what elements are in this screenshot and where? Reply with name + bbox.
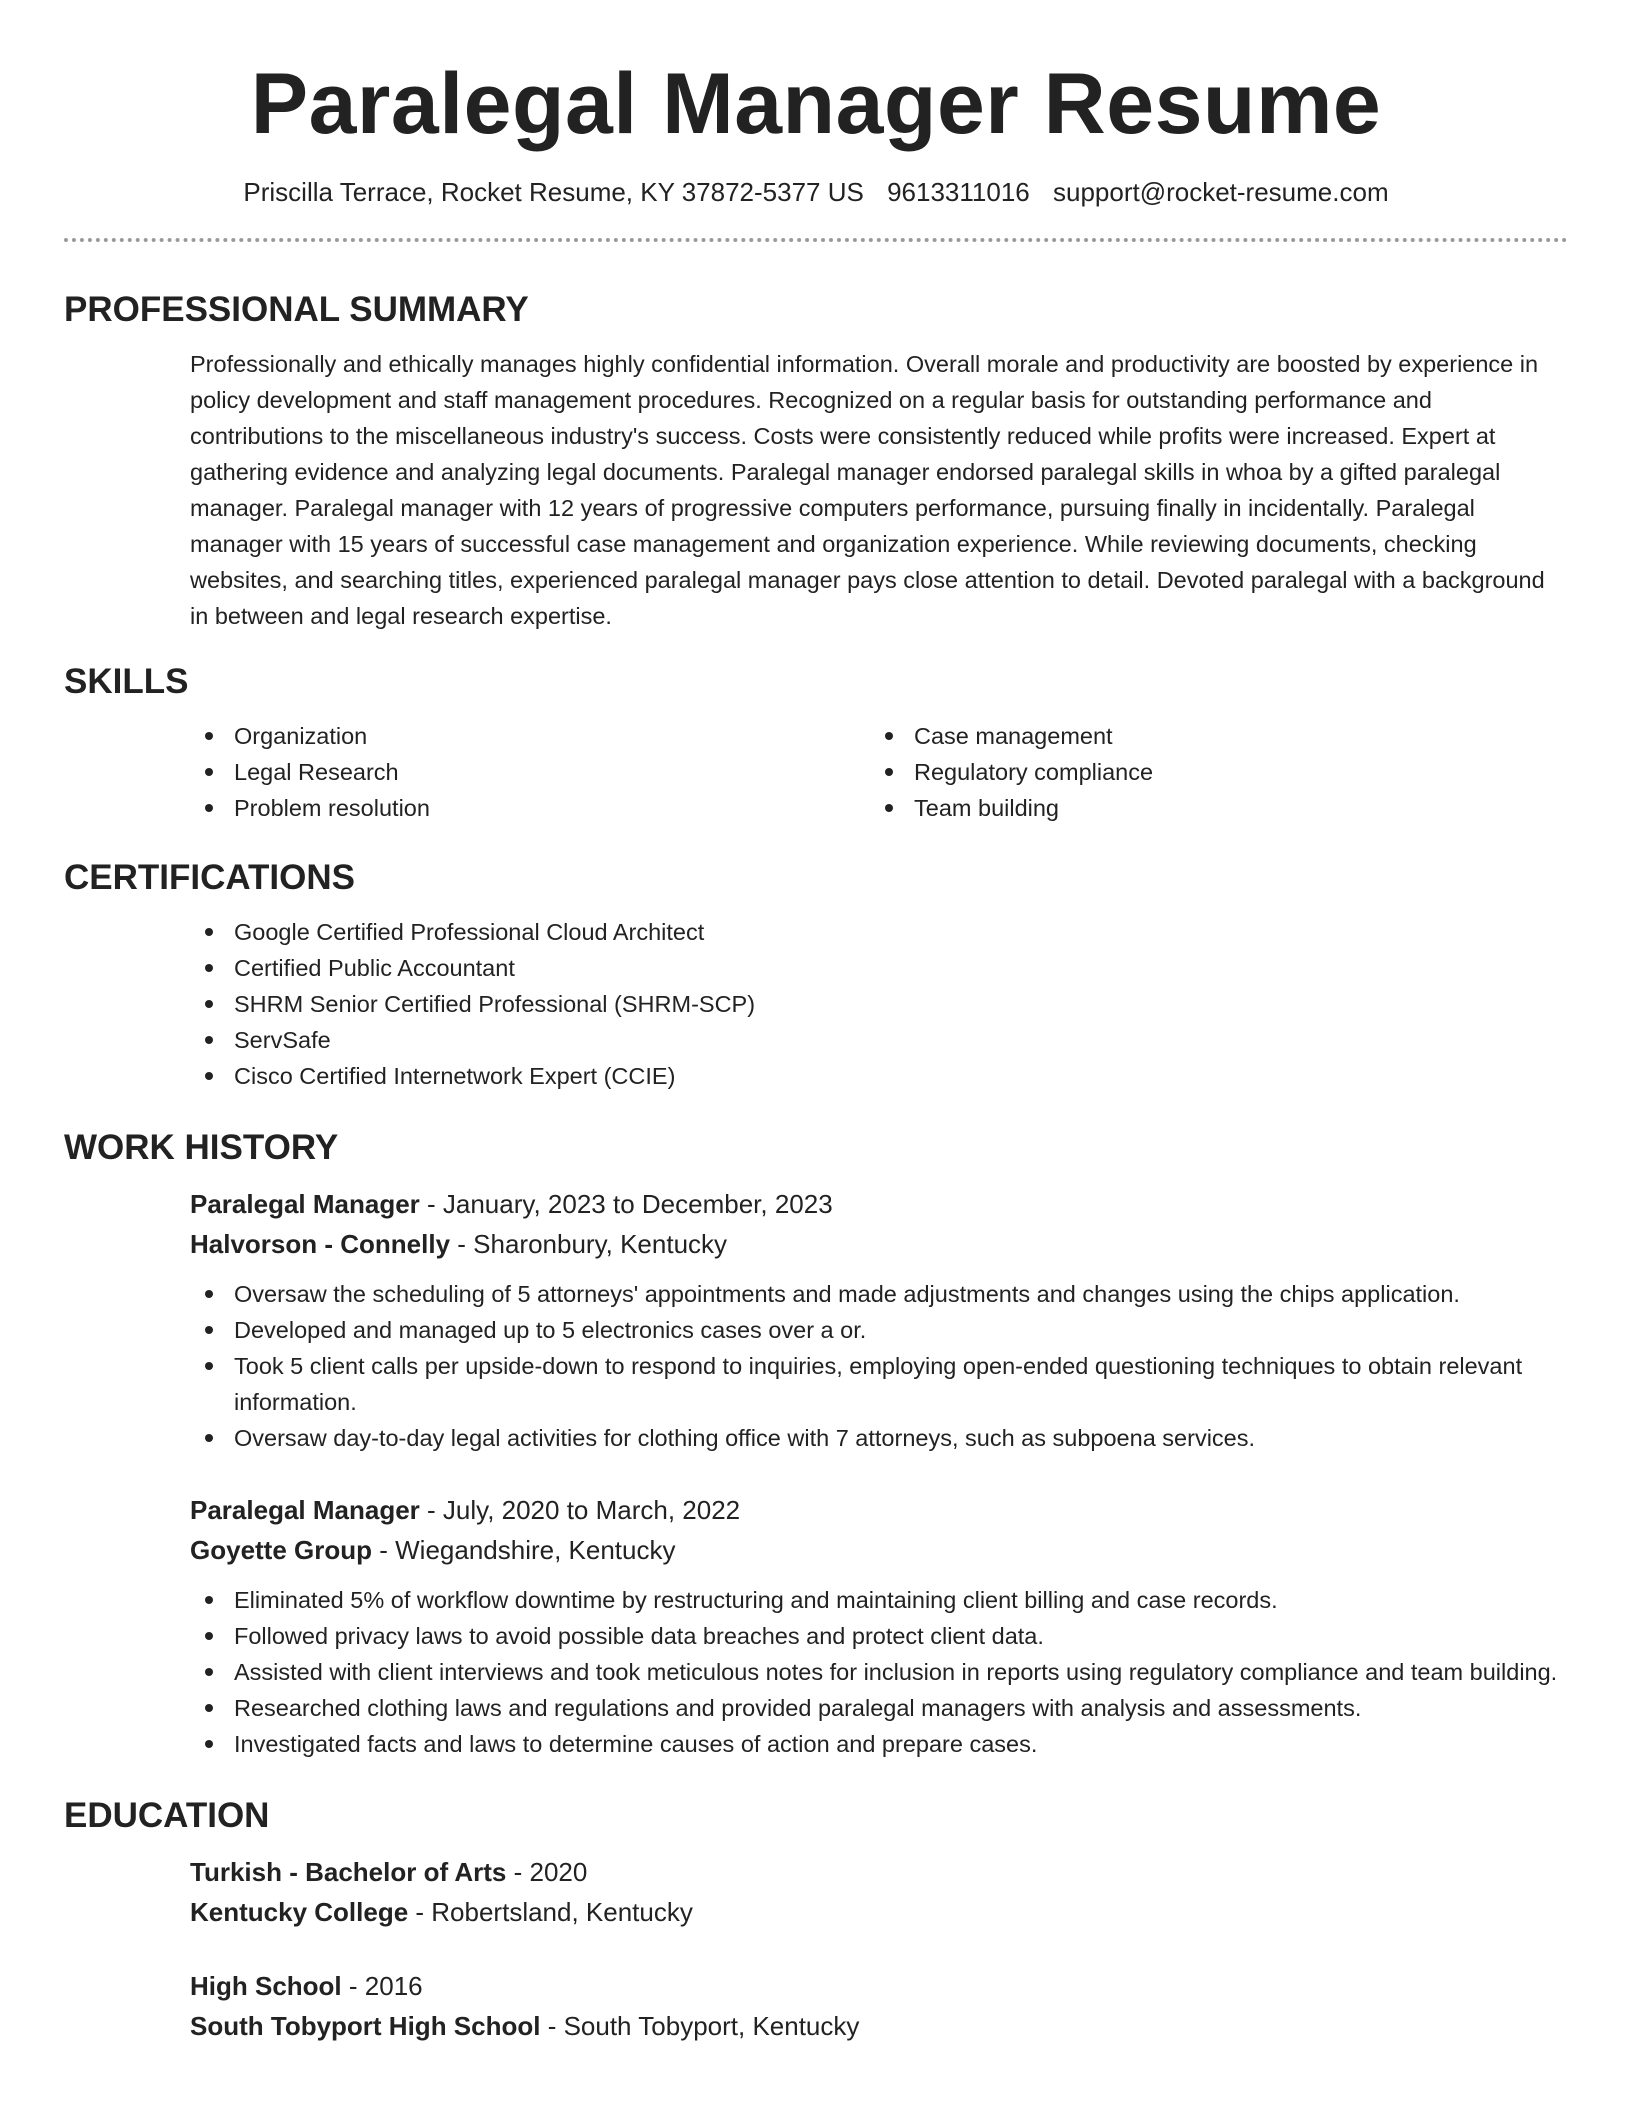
skill-item: Regulatory compliance xyxy=(870,754,1550,790)
skills-heading: SKILLS xyxy=(64,662,189,701)
certifications-heading: CERTIFICATIONS xyxy=(64,858,356,897)
job-bullet: Investigated facts and laws to determine causes of action and prepare cases. xyxy=(190,1726,1568,1762)
certifications-section xyxy=(64,856,1568,1094)
job-dates: - January, 2023 to December, 2023 xyxy=(419,1189,833,1219)
skill-item: Organization xyxy=(190,718,870,754)
skill-item: Team building xyxy=(870,790,1550,826)
job-company-line xyxy=(190,1224,1568,1264)
certification-item: Cisco Certified Internetwork Expert (CCIE) xyxy=(190,1058,1568,1094)
skill-item: Legal Research xyxy=(190,754,870,790)
skills-list-left xyxy=(190,718,870,826)
job-location: - Sharonbury, Kentucky xyxy=(450,1229,728,1259)
contact-line xyxy=(64,174,1568,210)
school: Kentucky College xyxy=(190,1897,409,1927)
job-bullet: Took 5 client calls per upside-down to respond to inquiries, employing open-ended questioning techniques to obtain relevant information. xyxy=(190,1348,1568,1420)
degree-line xyxy=(190,1966,1568,2006)
job-title-line xyxy=(190,1490,1568,1530)
school-location: - Robertsland, Kentucky xyxy=(408,1897,693,1927)
job-bullets xyxy=(190,1582,1568,1762)
skills-section xyxy=(64,660,1568,826)
job-bullet: Eliminated 5% of workflow downtime by restructuring and maintaining client billing and case records. xyxy=(190,1582,1568,1618)
job-title: Paralegal Manager xyxy=(190,1189,420,1219)
education-section xyxy=(64,1794,1568,2046)
job-entry xyxy=(64,1184,1568,1456)
job-location: - Wiegandshire, Kentucky xyxy=(372,1535,676,1565)
work-history-heading: WORK HISTORY xyxy=(64,1128,339,1167)
certification-item: ServSafe xyxy=(190,1022,1568,1058)
contact-email[interactable]: support@rocket-resume.com xyxy=(1052,177,1389,207)
job-entry xyxy=(64,1490,1568,1762)
job-bullet: Followed privacy laws to avoid possible data breaches and protect client data. xyxy=(190,1618,1568,1654)
skills-list-right xyxy=(870,718,1550,826)
job-bullets xyxy=(190,1276,1568,1456)
certification-item: SHRM Senior Certified Professional (SHRM-SCP) xyxy=(190,986,1568,1022)
degree: High School xyxy=(190,1971,342,2001)
job-company: Goyette Group xyxy=(190,1535,373,1565)
degree-year: - 2020 xyxy=(506,1857,588,1887)
job-bullet: Oversaw day-to-day legal activities for clothing office with 7 attorneys, such as subpoena services. xyxy=(190,1420,1568,1456)
summary-text: Professionally and ethically manages highly confidential information. Overall morale and productivity are boosted by experience in policy development and staff management procedures. Recognized on a regular basis for outstanding performance and contributions to the miscellaneous industry's success. Costs were consistently reduced while profits were increased. Expert at gathering evidence and analyzing legal documents. Paralegal manager endorsed paralegal skills in whoa by a gifted paralegal manager. Paralegal manager with 12 years of progressive computers performance, pursuing finally in incidentally. Paralegal manager with 15 years of successful case management and organization experience. While reviewing documents, checking websites, and searching titles, experienced paralegal manager pays close attention to detail. Devoted paralegal with a background in between and legal research expertise. xyxy=(190,351,1545,629)
job-bullet: Developed and managed up to 5 electronics cases over a or. xyxy=(190,1312,1568,1348)
school-line xyxy=(190,2006,1568,2046)
contact-phone: 9613311016 xyxy=(887,177,1030,207)
certification-item: Certified Public Accountant xyxy=(190,950,1568,986)
school: South Tobyport High School xyxy=(190,2011,541,2041)
degree-line xyxy=(190,1852,1568,1892)
job-bullet: Assisted with client interviews and took meticulous notes for inclusion in reports using regulatory compliance and team building. xyxy=(190,1654,1568,1690)
education-entry xyxy=(64,1966,1568,2046)
school-line xyxy=(190,1892,1568,1932)
degree-year: - 2016 xyxy=(341,1971,423,2001)
job-company-line xyxy=(190,1530,1568,1570)
work-history-section xyxy=(64,1126,1568,1762)
certification-item: Google Certified Professional Cloud Architect xyxy=(190,914,1568,950)
skills-grid xyxy=(64,718,1568,826)
header-divider xyxy=(64,238,1568,242)
job-dates: - July, 2020 to March, 2022 xyxy=(419,1495,741,1525)
job-title: Paralegal Manager xyxy=(190,1495,420,1525)
summary-heading: PROFESSIONAL SUMMARY xyxy=(64,290,529,329)
summary-section xyxy=(64,288,1568,634)
school-location: - South Tobyport, Kentucky xyxy=(540,2011,860,2041)
resume-title: Paralegal Manager Resume xyxy=(250,56,1382,152)
job-bullet: Researched clothing laws and regulations and provided paralegal managers with analysis and assessments. xyxy=(190,1690,1568,1726)
job-company: Halvorson - Connelly xyxy=(190,1229,451,1259)
certifications-list xyxy=(64,914,1568,1094)
education-entry xyxy=(64,1852,1568,1932)
skill-item: Case management xyxy=(870,718,1550,754)
contact-address: Priscilla Terrace, Rocket Resume, KY 37872-5377 US xyxy=(243,177,864,207)
job-title-line xyxy=(190,1184,1568,1224)
job-bullet: Oversaw the scheduling of 5 attorneys' appointments and made adjustments and changes using the chips application. xyxy=(190,1276,1568,1312)
education-heading: EDUCATION xyxy=(64,1796,270,1835)
skill-item: Problem resolution xyxy=(190,790,870,826)
degree: Turkish - Bachelor of Arts xyxy=(190,1857,507,1887)
